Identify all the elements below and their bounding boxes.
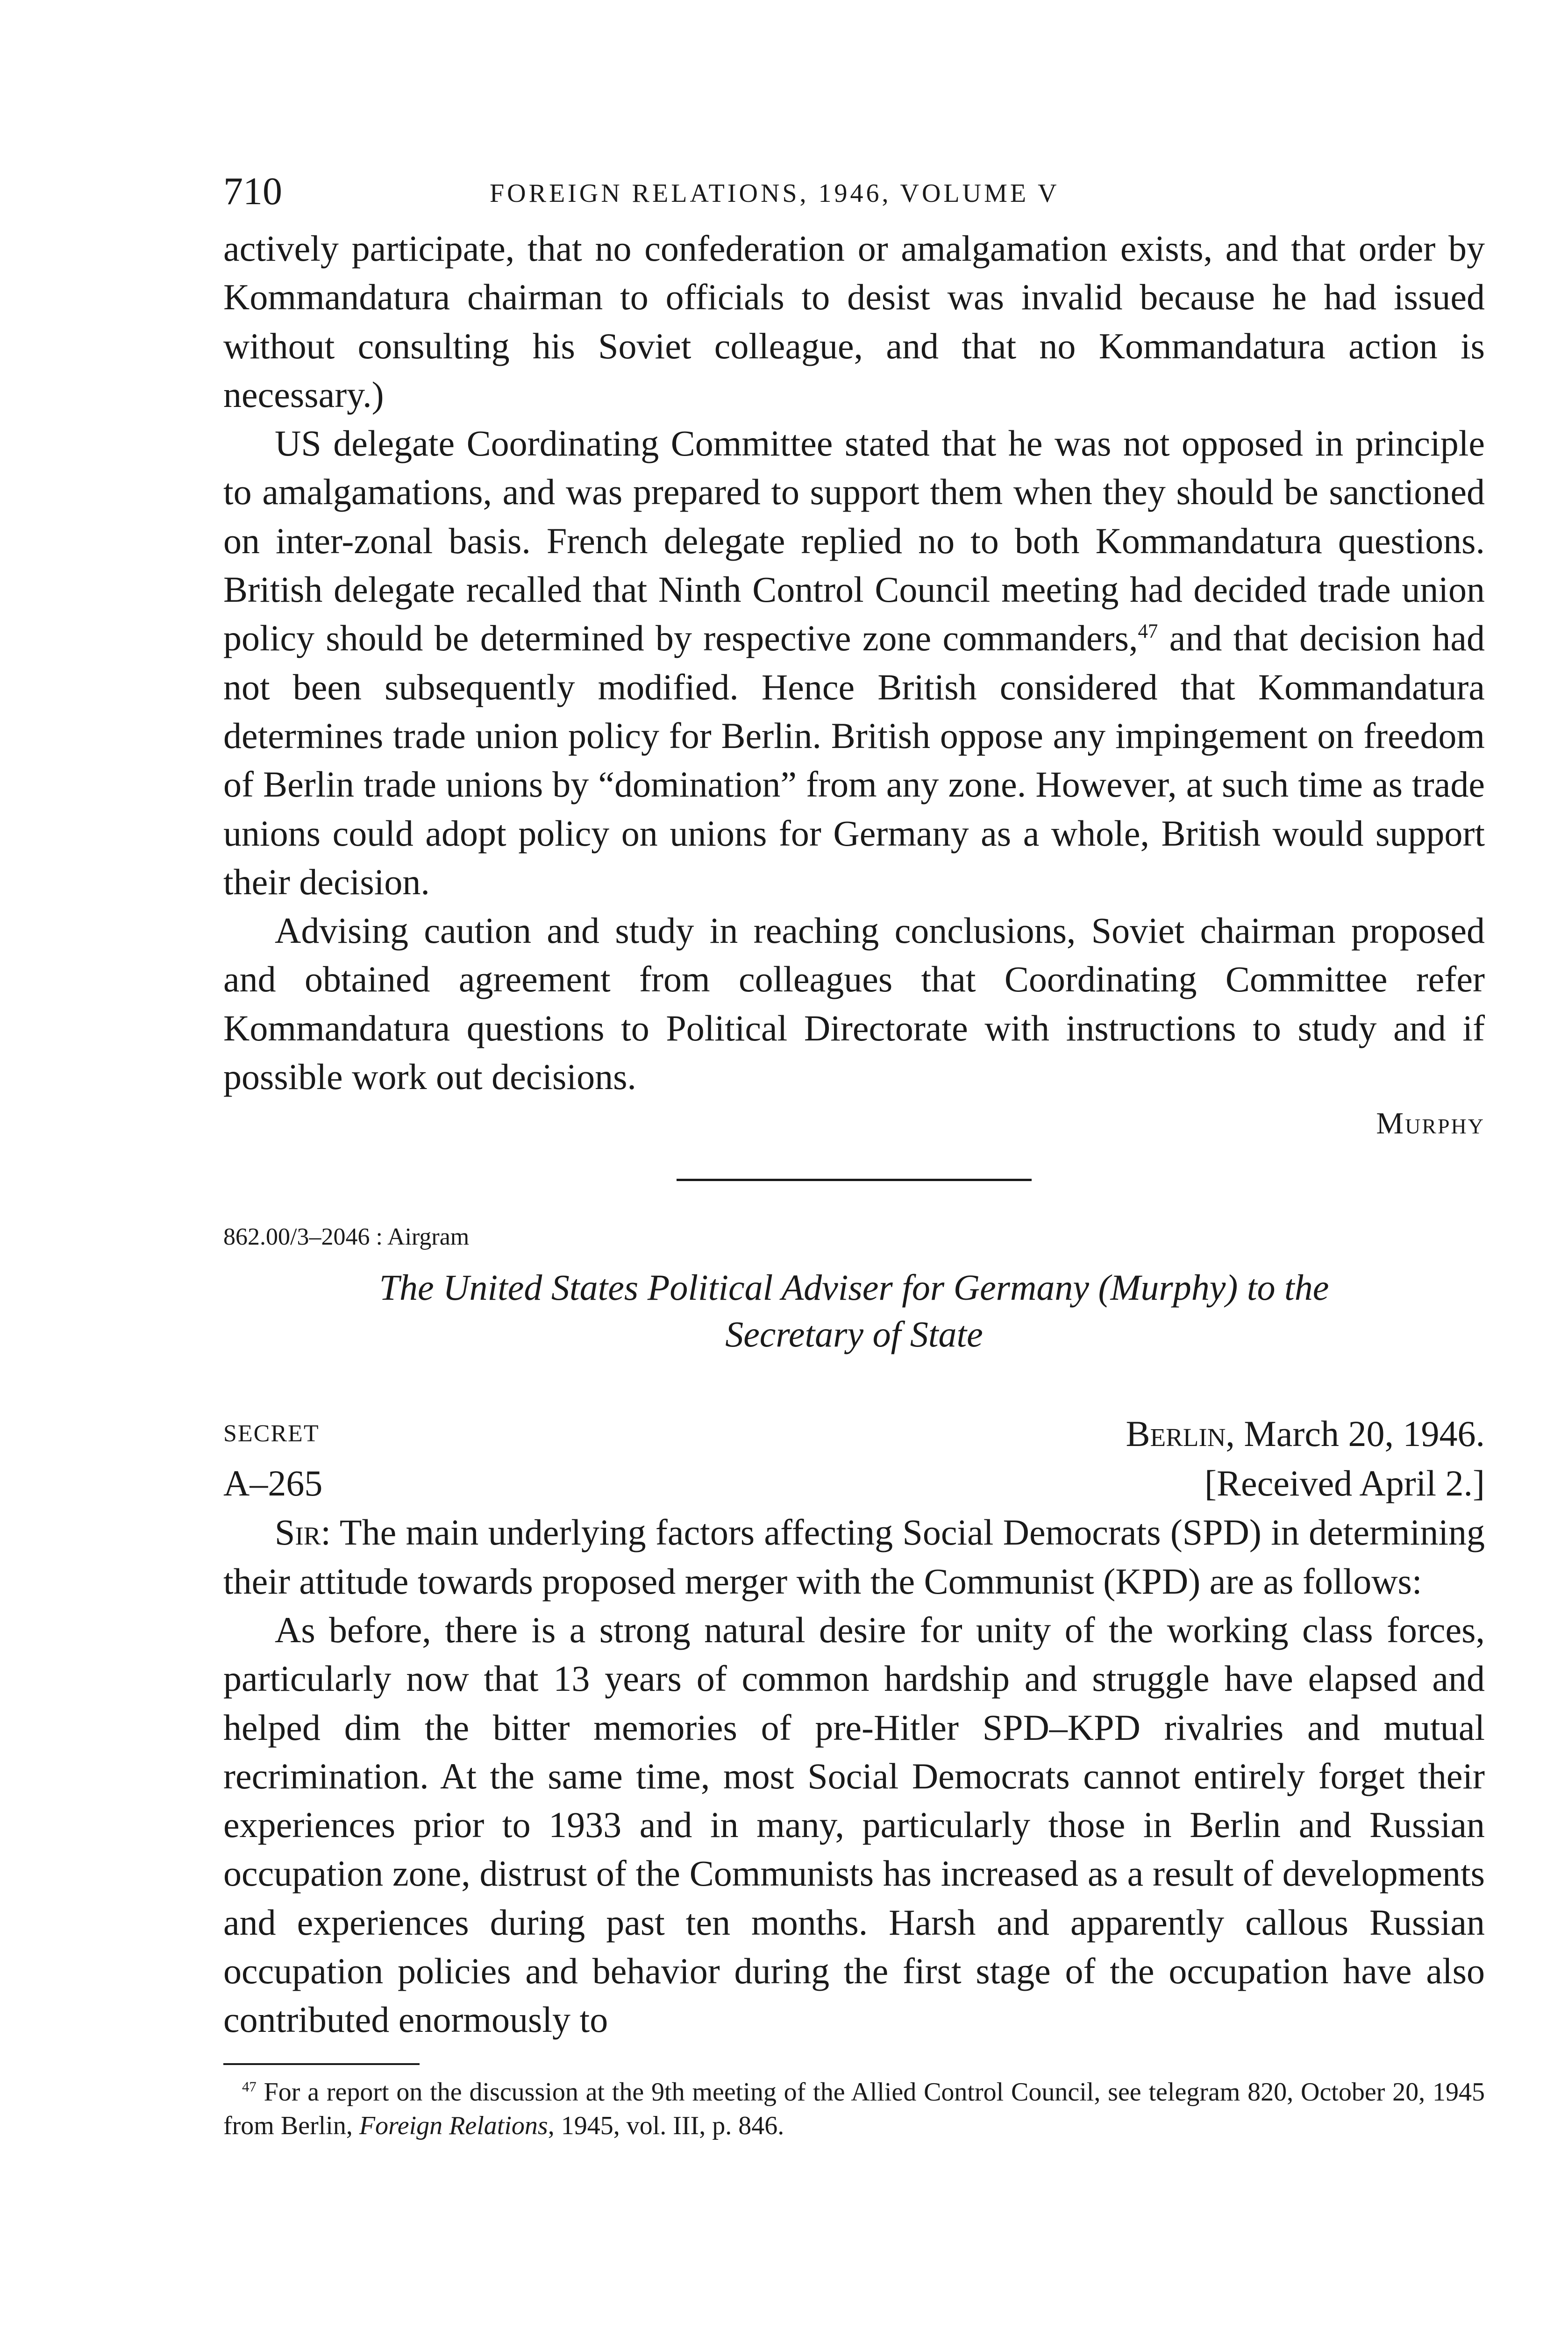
- salutation: Sir:: [275, 1512, 331, 1553]
- page-number: 710: [223, 170, 282, 213]
- paragraph-unity: As before, there is a strong natural desire for unity of the working class forces, particularly now that 13 years of common hardship and struggle have elapsed and helped dim the bitter memories of pre-Hitler SPD–KPD rivalries and mutual recrimination. At the same time, most Social Democrats cannot entirely forget their experiences prior to 1933 and in many, particularly those in Berlin and Russian occupation zone, distrust of the Communists has increased as a result of developments and experiences during past ten months. Harsh and apparently callous Russian occupation policies and behavior during the first stage of the occupation have also contributed enormously to: [223, 1609, 1485, 2040]
- footnote-marker: 47: [242, 2078, 257, 2094]
- document-title: [223, 1264, 1485, 1358]
- footnote-text: , 1945, vol. III, p. 846.: [548, 2111, 784, 2140]
- number-row: [223, 1459, 1485, 1508]
- document-title-line: The United States Political Adviser for Germany (Murphy) to the: [379, 1267, 1329, 1308]
- paragraph-salutation: [223, 1508, 1485, 1606]
- date: March 20, 1946.: [1234, 1413, 1485, 1454]
- footnote-divider: [223, 2063, 420, 2065]
- paragraph-text: The main underlying factors affecting Social Democrats (SPD) in determining their attitude towards proposed merger with the Communist (KPD) are as follows:: [223, 1512, 1485, 1602]
- footnote: [223, 2075, 1485, 2143]
- page-header: [223, 168, 1485, 224]
- dateline-row: [223, 1409, 1485, 1459]
- dateline: [1126, 1409, 1485, 1459]
- document-number: A–265: [223, 1463, 323, 1504]
- document-title-line: Secretary of State: [725, 1314, 983, 1355]
- classification: SECRET: [223, 1420, 320, 1447]
- footnote-reference[interactable]: 47: [1138, 620, 1158, 643]
- footnote-text: For a report on the discussion at the 9th meeting of the Allied Control Council, see telegram 820, October 20, 1945 from Berlin,: [223, 2077, 1485, 2140]
- signature: Murphy: [1376, 1106, 1485, 1141]
- paragraph-delegates: [223, 419, 1485, 906]
- continued-paragraph: actively participate, that no confederation or amalgamation exists, and that order by Kommandatura chairman to officials to desist was invalid because he had issued without consulting his Soviet colleague, and that no Kommandatura action is necessary.): [223, 228, 1485, 415]
- received-date: [Received April 2.]: [1205, 1463, 1485, 1504]
- paragraph-text: and that decision had not been subsequently modified. Hence British considered that Kommandatura determines trade union policy for Berlin. British oppose any impingement on freedom of Berlin trade unions by “domination” from any zone. However, at such time as trade unions could adopt policy on unions for Germany as a whole, British would support their decision.: [223, 618, 1485, 902]
- running-head: FOREIGN RELATIONS, 1946, VOLUME V: [490, 179, 1060, 208]
- place: Berlin,: [1126, 1413, 1235, 1454]
- paragraph-text: US delegate Coordinating Committee stated that he was not opposed in principle to amalgamations, and was prepared to support them when they should be sanctioned on inter-zonal basis. French delegate replied no to both Kommandatura questions. British delegate recalled that Ninth Control Council meeting had decided trade union policy should be determined by respective zone commanders,: [223, 423, 1485, 659]
- footnote-source: Foreign Relations: [359, 2111, 548, 2140]
- page: [223, 168, 1485, 2143]
- file-reference: 862.00/3–2046 : Airgram: [223, 1224, 470, 1251]
- section-divider: [677, 1179, 1032, 1181]
- paragraph-conclusion: Advising caution and study in reaching conclusions, Soviet chairman proposed and obtained agreement from colleagues that Coordinating Committee refer Kommandatura questions to Political Directorate with instructions to study and if possible work out decisions.: [223, 910, 1485, 1097]
